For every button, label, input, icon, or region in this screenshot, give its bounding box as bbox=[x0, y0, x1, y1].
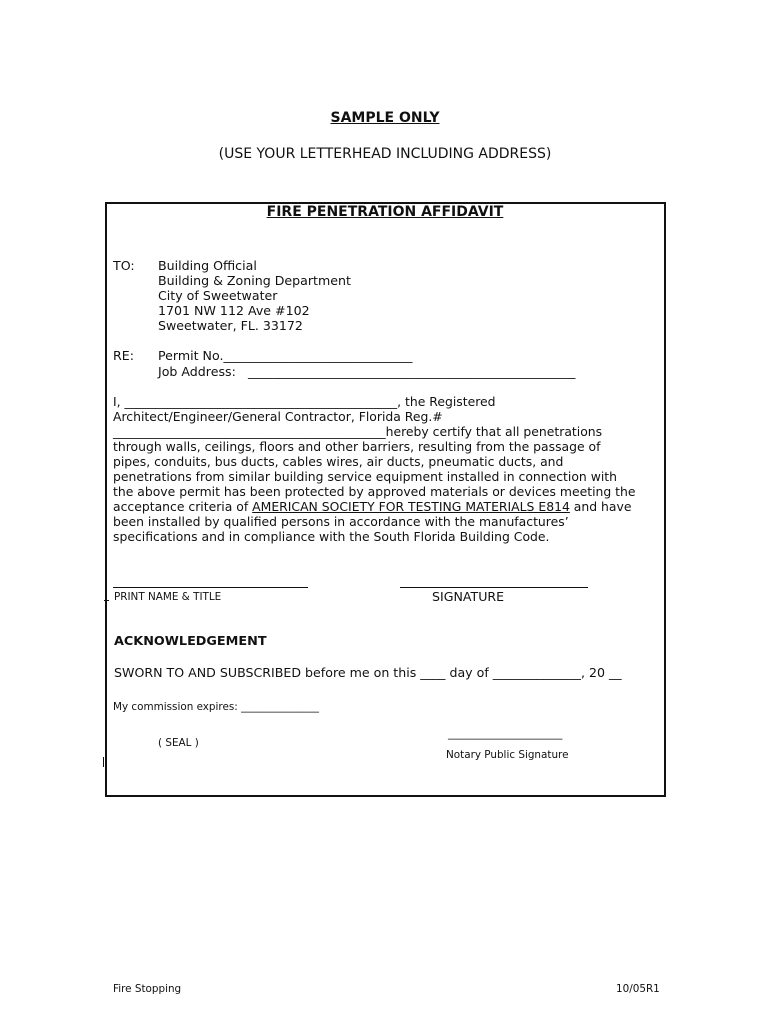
commission-expires: My commission expires: _______________ bbox=[113, 701, 320, 713]
address-line: Building Official bbox=[158, 258, 257, 273]
sworn-statement: SWORN TO AND SUBSCRIBED before me on this ____ day of ______________, 20 __ bbox=[114, 665, 622, 680]
address-line: Building & Zoning Department bbox=[158, 273, 351, 288]
margin-mark bbox=[103, 757, 104, 767]
sample-only-heading: SAMPLE ONLY bbox=[330, 110, 440, 126]
acceptance-text-end: and have bbox=[569, 499, 632, 514]
margin-mark bbox=[104, 600, 109, 601]
seal-label: ( SEAL ) bbox=[158, 737, 199, 749]
certification-paragraph bbox=[113, 394, 658, 544]
body-line: Architect/Engineer/General Contractor, Florida Reg.# bbox=[113, 409, 443, 424]
print-name-line[interactable] bbox=[113, 587, 308, 588]
permit-number-field[interactable]: Permit No.______________________________ bbox=[158, 348, 413, 363]
acknowledgement-heading: ACKNOWLEDGEMENT bbox=[114, 634, 267, 649]
affidavit-title: FIRE PENETRATION AFFIDAVIT bbox=[266, 204, 504, 220]
to-label: TO: bbox=[113, 258, 135, 273]
body-line bbox=[113, 499, 658, 514]
body-line: specifications and in compliance with the South Florida Building Code. bbox=[113, 529, 550, 544]
print-name-label: PRINT NAME & TITLE bbox=[114, 591, 222, 603]
job-address-field[interactable]: ____________________________________________________ bbox=[248, 364, 576, 379]
acceptance-text: acceptance criteria of bbox=[113, 499, 253, 514]
re-label: RE: bbox=[113, 348, 134, 363]
signature-label: SIGNATURE bbox=[432, 589, 505, 604]
footer-revision: 10/05R1 bbox=[616, 983, 660, 995]
notary-signature-line[interactable]: ______________________ bbox=[448, 728, 563, 740]
recipient-address bbox=[158, 258, 351, 333]
footer-left: Fire Stopping bbox=[113, 983, 182, 995]
body-line: ____________________________________________hereby certify that all penetrations bbox=[113, 424, 603, 439]
body-line: through walls, ceilings, floors and other barriers, resulting from the passage of bbox=[113, 439, 601, 454]
job-address-label: Job Address: bbox=[158, 364, 236, 379]
body-line: been installed by qualified persons in accordance with the manufactures’ bbox=[113, 514, 569, 529]
address-line: 1701 NW 112 Ave #102 bbox=[158, 303, 310, 318]
astm-standard: AMERICAN SOCIETY FOR TESTING MATERIALS E814 bbox=[252, 499, 570, 514]
body-line: I, ____________________________________________, the Registered bbox=[113, 394, 496, 409]
letterhead-note: (USE YOUR LETTERHEAD INCLUDING ADDRESS) bbox=[218, 146, 552, 162]
body-line: pipes, conduits, bus ducts, cables wires, air ducts, pneumatic ducts, and bbox=[113, 454, 564, 469]
signature-line[interactable] bbox=[400, 587, 588, 588]
address-line: City of Sweetwater bbox=[158, 288, 278, 303]
address-line: Sweetwater, FL. 33172 bbox=[158, 318, 303, 333]
body-line: penetrations from similar building service equipment installed in connection with bbox=[113, 469, 618, 484]
body-line: the above permit has been protected by approved materials or devices meeting the bbox=[113, 484, 636, 499]
notary-signature-label: Notary Public Signature bbox=[446, 749, 569, 761]
